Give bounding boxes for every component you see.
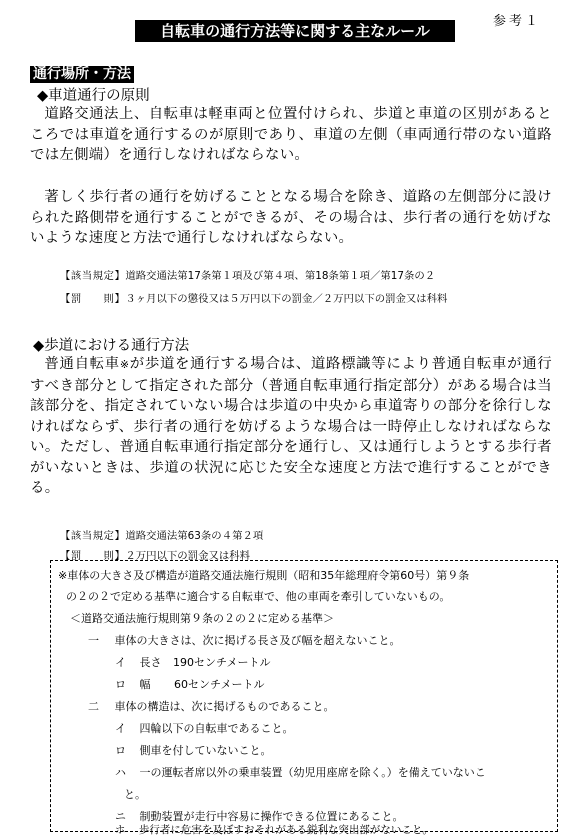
- criteria-title: ＜道路交通法施行規則第９条の２の２に定める基準＞: [70, 612, 334, 625]
- sub-label: 長さ: [139, 656, 162, 669]
- criteria-item-2: [88, 698, 335, 714]
- criteria-item-2-sub-ho: [115, 822, 433, 837]
- sidewalk-provision: [60, 527, 263, 542]
- sub-text: 側車を付していないこと。: [139, 744, 272, 757]
- sub-mark: イ: [115, 722, 126, 735]
- sub-value: 190センチメートル: [173, 656, 271, 669]
- sub-value: 60センチメートル: [174, 678, 265, 691]
- criteria-item-1-sub-ro: [115, 676, 265, 692]
- item-number: 一: [88, 634, 99, 647]
- footnote-line-1: ※車体の大きさ及び構造が道路交通法施行規則（昭和35年総理府令第60号）第９条: [58, 569, 470, 582]
- sub-text: 四輪以下の自転車であること。: [139, 722, 294, 735]
- penalty-text: ３ヶ月以下の懲役又は５万円以下の罰金／２万円以下の罰金又は科料: [125, 293, 448, 305]
- item-text: 車体の大きさは、次に掲げる長さ及び幅を超えないこと。: [114, 634, 401, 647]
- sidewalk-paragraph-start: 普通自転車: [44, 356, 120, 372]
- road-principle-paragraph-1: 道路交通法上、自転車は軽車両と位置付けられ、歩道と車道の区別があるところでは車道を通行するのが原則であり、車道の左側（車両通行帯のない道路では左側端）を通行しなければならない。: [30, 106, 552, 163]
- sub-mark: ホ: [115, 824, 126, 836]
- sub-text: 一の運転者席以外の乗車装置（幼児用座席を除く。）を備えていないこ: [139, 766, 486, 779]
- sub-mark: ロ: [115, 744, 126, 757]
- criteria-item-1: [88, 632, 401, 648]
- sub-label: 幅: [139, 678, 151, 691]
- sub-text: 歩行者に危害を及ぼすおそれがある鋭利な突出部がないこと。: [138, 824, 433, 836]
- footnote-mark: ※: [119, 358, 130, 371]
- road-principle-heading: ◆車道通行の原則: [37, 88, 150, 104]
- road-principle-provision: [60, 267, 435, 282]
- sub-mark: ロ: [115, 678, 126, 691]
- item-number: 二: [88, 700, 99, 713]
- provision-label: 【該当規定】: [60, 270, 126, 282]
- road-principle-paragraph-2: 著しく歩行者の通行を妨げることとなる場合を除き、道路の左側部分に設けられた路側帯を通行することができるが、その場合は、歩行者の通行を妨げないような速度と方法で通行しなければならない。: [30, 189, 552, 246]
- document-title: 自転車の通行方法等に関する主なルール: [135, 20, 455, 42]
- criteria-item-2-sub-ha: [115, 764, 486, 780]
- provision-text: 道路交通法第63条の４第２項: [125, 530, 264, 542]
- sidewalk-paragraph-rest: が歩道を通行する場合は、道路標識等により普通自転車が通行すべき部分として指定された部分（普通自転車通行指定部分）がある場合は当該部分を、指定されていない場合は歩道の中央から車道寄りの部分を徐行しなければならず、歩行者の通行を妨げるような場合は一時停止しなければならない。ただし、普通自転車通行指定部分を通行し、又は通行しようとする歩行者がいないときは、歩道の状況に応じた安全な速度と方法で進行することができる。: [30, 356, 552, 496]
- provision-label: 【該当規定】: [60, 530, 126, 542]
- criteria-item-1-sub-i: [115, 654, 271, 670]
- provision-text: 道路交通法第17条第１項及び第４項、第18条第１項／第17条の２: [125, 270, 436, 282]
- footnote-line-2: の２の２で定める基準に適合する自転車で、他の車両を牽引していないもの。: [66, 590, 451, 603]
- sub-mark: ハ: [115, 766, 126, 779]
- sub-mark: イ: [115, 656, 126, 669]
- sidewalk-paragraph: [30, 354, 552, 499]
- penalty-label: 【罰 則】: [60, 550, 126, 562]
- reference-label: 参考１: [492, 14, 541, 29]
- sub-text: 制動装置が走行中容易に操作できる位置にあること。: [139, 810, 404, 823]
- penalty-text: ２万円以下の罰金又は科料: [125, 550, 251, 562]
- sidewalk-heading: ◆歩道における通行方法: [33, 338, 190, 354]
- criteria-item-2-sub-i: [115, 720, 294, 736]
- item-text: 車体の構造は、次に掲げるものであること。: [114, 700, 335, 713]
- sub-mark: ニ: [115, 810, 126, 823]
- penalty-label: 【罰 則】: [60, 293, 126, 305]
- section-heading: 通行場所・方法: [30, 66, 134, 83]
- sub-text: と。: [124, 788, 146, 801]
- criteria-item-2-sub-ha-cont: [124, 786, 146, 802]
- road-principle-penalty: [60, 290, 447, 305]
- criteria-item-2-sub-ro: [115, 742, 272, 758]
